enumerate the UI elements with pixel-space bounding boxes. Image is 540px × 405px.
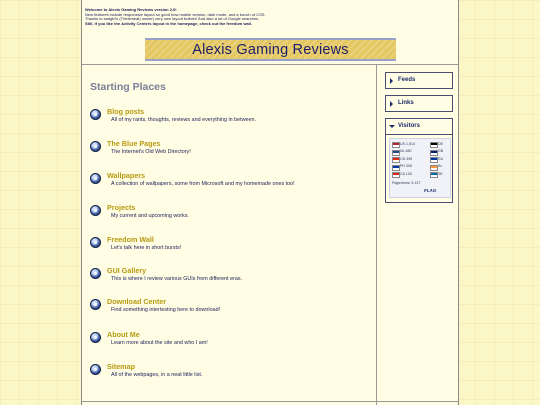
globe-bullet-icon [90,173,101,184]
country-count: PH 306 [400,164,412,168]
globe-bullet-icon [90,364,101,375]
country-count: RU [438,156,444,161]
link-projects[interactable]: Projects [107,203,136,212]
item-description: This is where I review various GUIs from different eras. [111,275,243,282]
page-container [81,0,459,405]
country-flag-icon [430,172,438,178]
section-title: Starting Places [90,81,166,93]
site-title: Alexis Gaming Reviews [192,42,349,58]
notice-line: New features include responsive layout so good how mobile version, dark mode, and a bunch of CSS. [85,12,266,17]
item-description: All of my rants, thoughts, reviews and everything in between. [111,116,257,123]
country-flag-icon [392,142,400,148]
globe-bullet-icon [90,332,101,343]
notice-line: Thanks to sadgirl's (Thinkmeat) owner) very own layout builder! And also a lot of Google searches. [85,17,260,22]
link-gui-gallery[interactable]: GUI Gallery [107,266,147,275]
item-description: Let's talk here in short bursts! [111,244,182,251]
country-count: CN 395 [400,156,413,161]
country-flag-icon [430,142,438,148]
pageviews-count: Pageviews: 5,127 [392,181,421,185]
link-blog-posts[interactable]: Blog posts [107,107,145,116]
country-count: US 1,514 [400,141,415,146]
sidebar-item-label: Feeds [398,77,416,83]
divider [82,64,458,65]
notice-line: Still, if you like the Activity Centers layout in the homepage, check out the freedom wall. [85,21,252,26]
chevron-right-icon [390,78,393,84]
welcome-notice [85,8,455,26]
list-item-projects[interactable] [90,203,370,229]
column-divider [376,64,377,405]
visitors-panel [385,135,453,203]
list-item-blog-posts[interactable] [90,107,370,133]
sidebar-item-label: Links [398,100,414,106]
country-flag-icon [430,150,438,156]
link-about-me[interactable]: About Me [107,330,140,339]
globe-bullet-icon [90,299,101,310]
country-flag-icon [392,172,400,178]
notice-line: Welcome to Alexis Gaming Reviews version 2.0! [85,8,177,12]
list-item-wallpapers[interactable] [90,171,370,197]
globe-bullet-icon [90,268,101,279]
list-item-about-me[interactable] [90,330,370,356]
country-count: DE [438,141,443,146]
flag-counter-widget[interactable] [389,138,451,198]
globe-bullet-icon [90,141,101,152]
globe-bullet-icon [90,109,101,120]
country-count: SE [438,171,443,176]
sidebar-item-links[interactable] [385,95,453,112]
list-item-blue-pages[interactable] [90,139,370,165]
sidebar-item-visitors[interactable] [385,118,453,135]
sidebar-item-feeds[interactable] [385,72,453,89]
link-sitemap[interactable]: Sitemap [107,362,135,371]
list-item-download-center[interactable] [90,297,370,323]
globe-bullet-icon [90,237,101,248]
link-wallpapers[interactable]: Wallpapers [107,171,146,180]
item-description: All of the webpages, in a neat little list. [111,371,203,378]
link-freedom-wall[interactable]: Freedom Wall [107,235,154,244]
country-count: NL 480 [400,149,412,153]
country-count: CA 126 [400,171,412,176]
item-description: My current and upcoming works. [111,212,189,219]
country-count: GB [438,149,444,153]
item-description: Learn more about the site and who I am! [111,339,208,346]
divider [82,401,458,402]
sidebar-item-label: Visitors [398,123,420,129]
country-count: IN [438,164,442,168]
flag-counter-logo: FLAG [424,188,437,193]
globe-bullet-icon [90,205,101,216]
list-item-sitemap[interactable] [90,362,370,388]
country-flag-icon [392,165,400,171]
item-description: Find something intertesting here to download! [111,306,221,313]
link-download-center[interactable]: Download Center [107,297,167,306]
country-flag-icon [392,157,400,163]
chevron-right-icon [390,101,393,107]
item-description: A collection of wallpapers, some from Microsoft and my homemade ones too! [111,180,295,187]
country-flag-icon [430,165,438,171]
link-blue-pages[interactable]: The Blue Pages [107,139,161,148]
list-item-freedom-wall[interactable] [90,235,370,261]
chevron-down-icon [389,125,395,128]
country-flag-icon [392,150,400,156]
site-banner [145,38,396,61]
item-description: The Internet's Old Web Directory! [111,148,191,155]
list-item-gui-gallery[interactable] [90,266,370,292]
country-flag-icon [430,157,438,163]
